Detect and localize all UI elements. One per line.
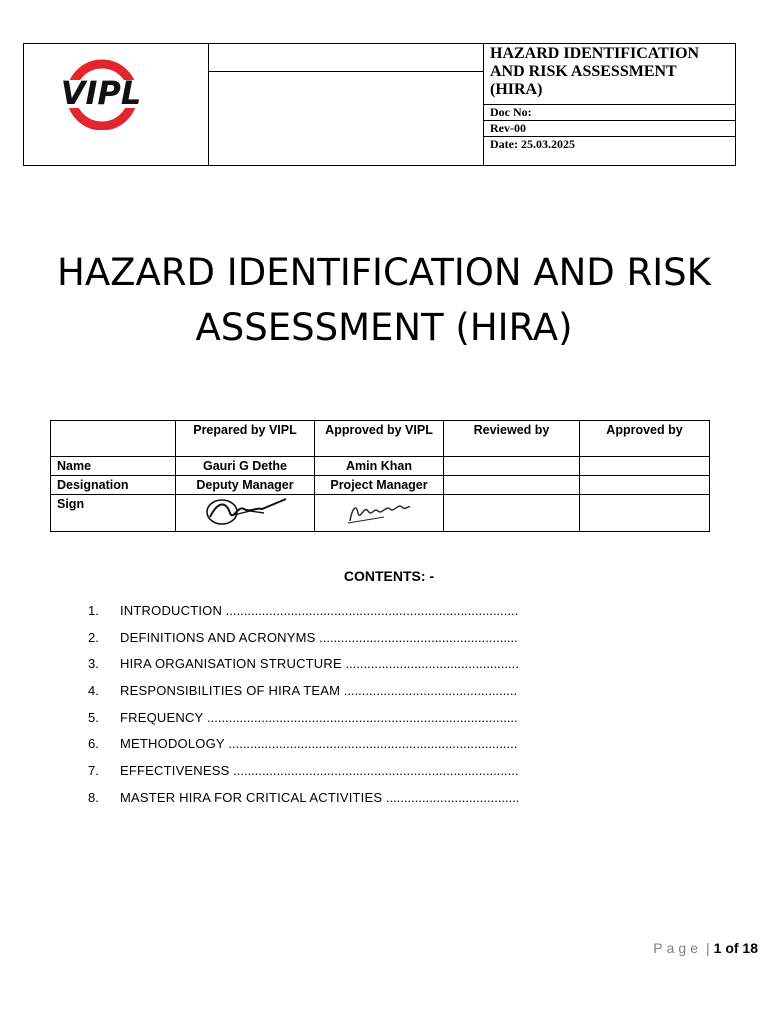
row-label-designation: Designation [51,476,176,495]
sign-approved-2 [580,495,710,532]
toc-item [88,653,518,680]
toc-number: 7. [88,763,99,779]
toc-label: INTRODUCTION ..... [120,600,518,622]
approval-row-name [51,457,710,476]
sign-prepared [176,495,315,532]
sign-approved [315,495,444,532]
name-approved-2 [580,457,710,476]
approval-table [50,420,710,532]
toc-item [88,707,518,734]
toc-item [88,760,518,787]
designation-prepared: Deputy Manager [176,476,315,495]
row-label-name: Name [51,457,176,476]
toc-item [88,600,518,627]
contents-heading: CONTENTS: - [343,568,435,584]
footer-page-number: 1 of 18 [713,940,758,956]
approval-header-row [51,421,710,457]
toc-label: FREQUENCY ..... [120,707,518,729]
toc-number: 2. [88,629,99,645]
toc-number: 1. [88,603,99,618]
row-label-sign: Sign [51,495,176,532]
approval-header-blank [51,421,176,457]
footer-page-word: Page [653,940,702,956]
toc-item [88,680,518,707]
name-reviewed [444,457,580,476]
footer-separator: | [706,940,710,956]
approval-header-prepared: Prepared by VIPL [176,421,315,457]
toc-number: 6. [88,736,99,752]
page-title-line-2: ASSESSMENT (HIRA) [195,306,573,349]
toc-item [88,733,518,760]
approval-header-approved-2: Approved by [580,421,710,457]
page-title-line-1: HAZARD IDENTIFICATION AND RISK [57,251,711,294]
signature-gauri [200,495,290,527]
header-doc-title: HAZARD IDENTIFICATION AND RISK ASSESSMENT (HIRA) [484,44,736,105]
toc-label: EFFECTIVENESS ..... [120,760,518,782]
approval-row-sign [51,495,710,532]
header-date: Date: 25.03.2025 [484,137,736,166]
header-blank-main [209,72,484,166]
toc-number: 8. [88,789,99,805]
toc-item [88,787,518,814]
toc-item [88,627,518,654]
toc-label: DEFINITIONS AND ACRONYMS ..... [120,627,518,649]
logo-text: VIPL [60,74,142,112]
header-doc-no: Doc No: [484,105,736,121]
toc-label: MASTER HIRA FOR CRITICAL ACTIVITIES ..... [120,787,518,809]
toc-label: METHODOLOGY ..... [120,733,518,755]
name-prepared: Gauri G Dethe [176,457,315,476]
toc-label: RESPONSIBILITIES OF HIRA TEAM ..... [120,680,518,702]
page-footer [653,940,758,956]
header-rev: Rev-00 [484,121,736,137]
toc-number: 5. [88,709,99,725]
approval-header-reviewed: Reviewed by [444,421,580,457]
signature-amin [344,495,414,527]
designation-approved: Project Manager [315,476,444,495]
sign-reviewed [444,495,580,532]
name-approved: Amin Khan [315,457,444,476]
toc-number: 4. [88,683,99,699]
page-title [20,245,748,355]
designation-reviewed [444,476,580,495]
vipl-logo [36,58,166,130]
table-of-contents [88,600,518,814]
header-blank-top [209,44,484,72]
designation-approved-2 [580,476,710,495]
approval-row-designation [51,476,710,495]
toc-number: 3. [88,656,99,672]
toc-label: HIRA ORGANISATION STRUCTURE ..... [120,653,518,675]
approval-header-approved: Approved by VIPL [315,421,444,457]
